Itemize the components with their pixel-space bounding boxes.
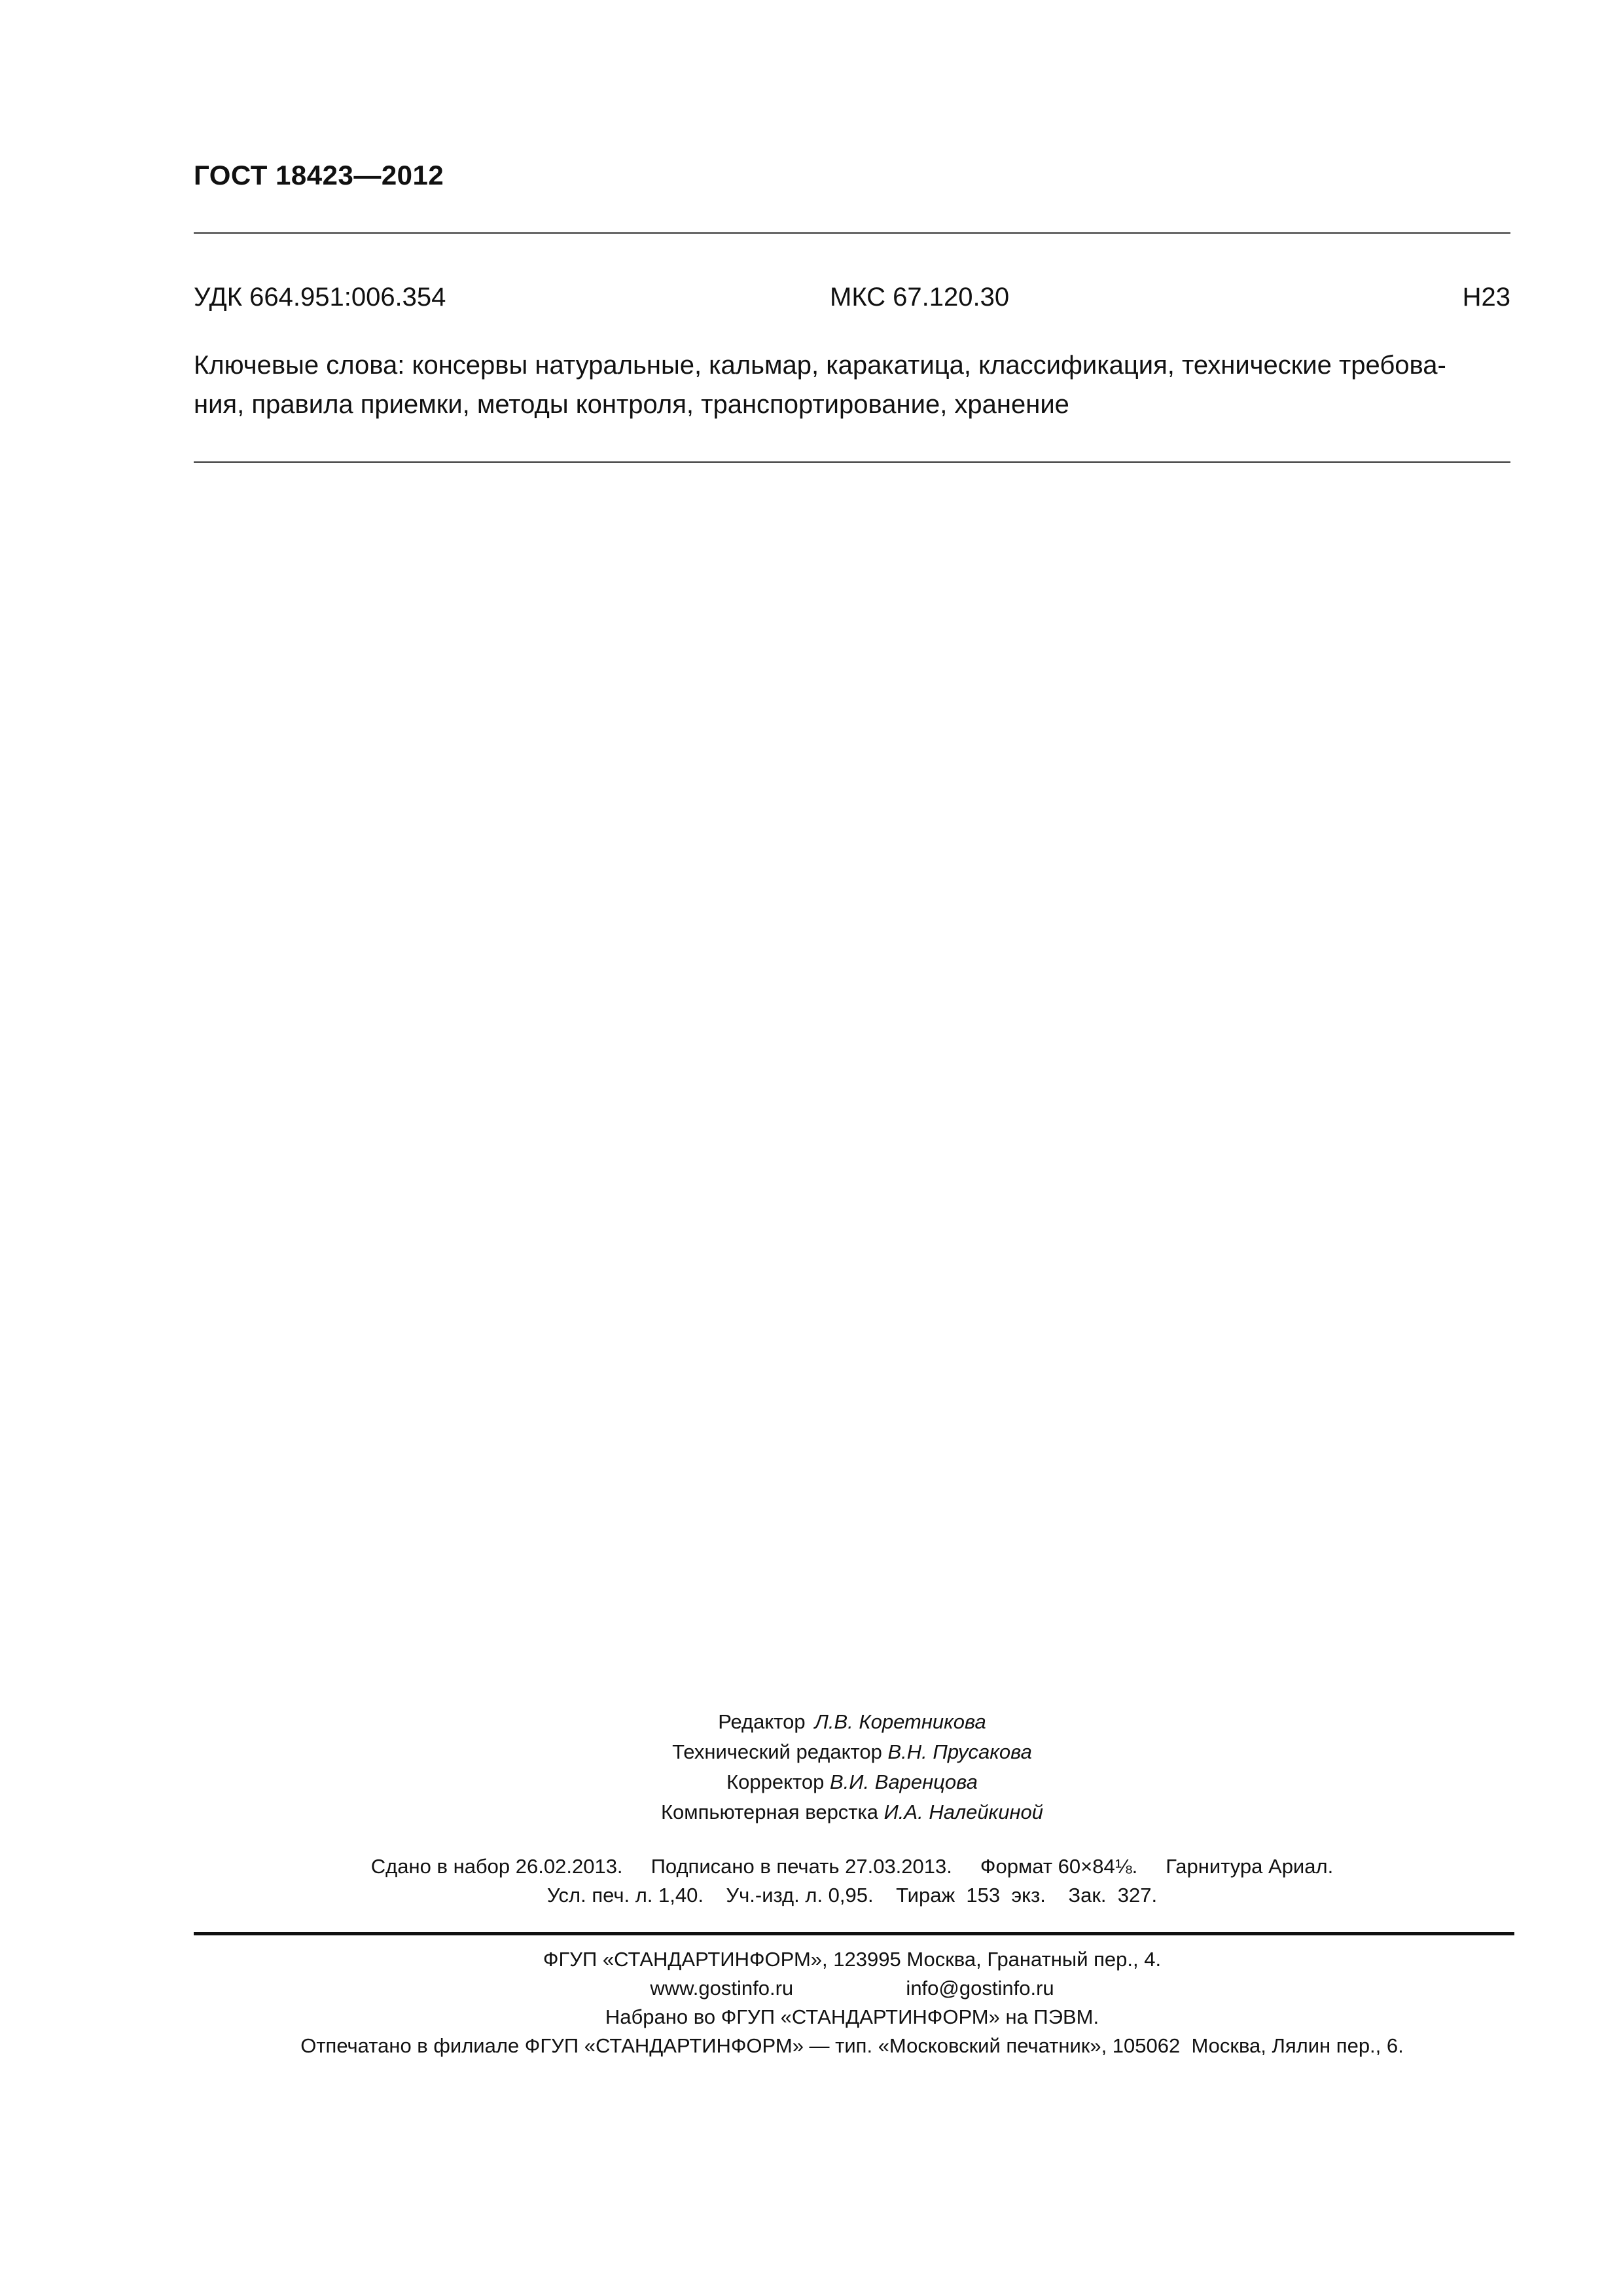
credit-role: Редактор bbox=[718, 1710, 806, 1733]
classification-row bbox=[194, 283, 1510, 318]
group-code: Н23 bbox=[1462, 283, 1510, 312]
print-info-line: Усл. печ. л. 1,40. Уч.-изд. л. 0,95. Тираж 153 экз. Зак. 327. bbox=[546, 1884, 1158, 1907]
credit-role: Корректор bbox=[726, 1770, 825, 1793]
keywords-block bbox=[194, 346, 1510, 424]
credits-block bbox=[194, 1707, 1510, 1827]
divider-top bbox=[194, 232, 1510, 234]
credit-name: В.И. Варенцова bbox=[830, 1770, 978, 1793]
credit-layout bbox=[194, 1797, 1510, 1827]
print-info-block bbox=[194, 1852, 1510, 1910]
publisher-contacts: www.gostinfo.ru info@gostinfo.ru bbox=[650, 1977, 1054, 2000]
publisher-printed: Отпечатано в филиале ФГУП «СТАНДАРТИНФОРМ» — тип. «Московский печатник», 105062 Москва, Лялин пер., 6. bbox=[300, 2034, 1404, 2057]
publisher-typeset: Набрано во ФГУП «СТАНДАРТИНФОРМ» на ПЭВМ. bbox=[605, 2005, 1099, 2028]
divider-bottom bbox=[194, 1932, 1514, 1935]
credit-name: Л.В. Коретникова bbox=[814, 1710, 986, 1733]
credit-name: И.А. Налейкиной bbox=[883, 1801, 1043, 1823]
credit-name: В.Н. Прусакова bbox=[887, 1740, 1032, 1763]
print-info-line: Сдано в набор 26.02.2013. Подписано в печать 27.03.2013. Формат 60×84⅛. Гарнитура Ариал. bbox=[370, 1855, 1334, 1878]
keywords-line: ния, правила приемки, методы контроля, транспортирование, хранение bbox=[194, 390, 1069, 419]
publisher-block bbox=[194, 1945, 1510, 2060]
mks-code: МКС 67.120.30 bbox=[830, 283, 1010, 312]
credit-role: Компьютерная верстка bbox=[661, 1801, 878, 1823]
credit-editor bbox=[194, 1707, 1510, 1737]
publisher-address: ФГУП «СТАНДАРТИНФОРМ», 123995 Москва, Гранатный пер., 4. bbox=[543, 1948, 1162, 1971]
document-code: ГОСТ 18423—2012 bbox=[194, 160, 444, 190]
credit-corrector bbox=[194, 1767, 1510, 1797]
credit-tech-editor bbox=[194, 1737, 1510, 1767]
credit-role: Технический редактор bbox=[672, 1740, 882, 1763]
divider-middle bbox=[194, 461, 1510, 463]
udk-code: УДК 664.951:006.354 bbox=[194, 283, 446, 312]
keywords-line: Ключевые слова: консервы натуральные, кальмар, каракатица, классификация, технические требова- bbox=[194, 351, 1446, 380]
